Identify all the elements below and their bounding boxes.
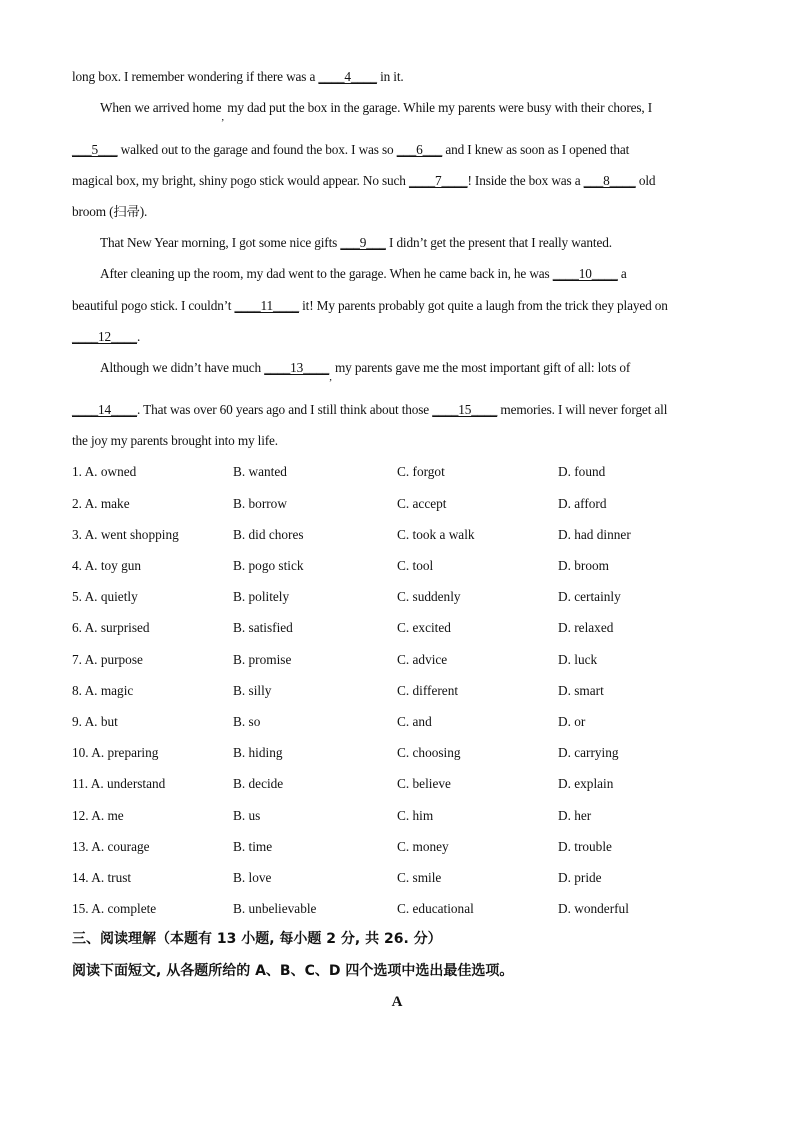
passage-line bbox=[100, 360, 631, 383]
option-a[interactable]: 3. A. went shopping bbox=[72, 527, 179, 542]
text: in it. bbox=[376, 69, 404, 84]
option-a[interactable]: 12. A. me bbox=[72, 808, 124, 823]
option-d[interactable]: D. wonderful bbox=[558, 901, 629, 916]
option-b[interactable]: B. satisfied bbox=[233, 620, 293, 635]
text: old bbox=[635, 173, 656, 188]
passage-line bbox=[100, 235, 612, 251]
option-d[interactable]: D. had dinner bbox=[558, 527, 631, 542]
option-c[interactable]: C. choosing bbox=[397, 745, 461, 760]
option-d[interactable]: D. pride bbox=[558, 870, 602, 885]
text: it! My parents probably got quite a laugh from the trick they played on bbox=[298, 298, 668, 313]
option-c[interactable]: C. suddenly bbox=[397, 589, 461, 604]
option-a[interactable]: 6. A. surprised bbox=[72, 620, 150, 635]
text: . That was over 60 years ago and I still think about those bbox=[137, 402, 433, 417]
option-a[interactable]: 4. A. toy gun bbox=[72, 558, 142, 573]
passage-line bbox=[100, 100, 653, 123]
blank-11: ____11____ bbox=[234, 298, 299, 313]
text: . bbox=[137, 329, 141, 344]
text: When we arrived home bbox=[100, 100, 222, 115]
passage-line bbox=[72, 69, 404, 85]
option-a[interactable]: 5. A. quietly bbox=[72, 589, 138, 604]
option-b[interactable]: B. promise bbox=[233, 652, 292, 667]
option-a[interactable]: 15. A. complete bbox=[72, 901, 157, 916]
option-a[interactable]: 10. A. preparing bbox=[72, 745, 159, 760]
text: a bbox=[617, 266, 627, 281]
text: beautiful pogo stick. I couldn’t bbox=[72, 298, 235, 313]
option-c[interactable]: C. forgot bbox=[397, 464, 445, 479]
option-a[interactable]: 13. A. courage bbox=[72, 839, 150, 854]
option-c[interactable]: C. tool bbox=[397, 558, 434, 573]
passage-line bbox=[100, 266, 627, 282]
option-d[interactable]: D. her bbox=[558, 808, 592, 823]
passage-line bbox=[72, 173, 655, 189]
text: ! Inside the box was a bbox=[467, 173, 584, 188]
option-b[interactable]: B. us bbox=[233, 808, 261, 823]
option-c[interactable]: C. smile bbox=[397, 870, 442, 885]
option-d[interactable]: D. found bbox=[558, 464, 606, 479]
text: long box. I remember wondering if there was a bbox=[72, 69, 319, 84]
section-title: 三、阅读理解（本题有 13 小题, 每小题 2 分, 共 26. 分） bbox=[72, 931, 442, 947]
blank-14: ____14____ bbox=[72, 402, 137, 417]
section-instruction: 阅读下面短文, 从各题所给的 A、B、C、D 四个选项中选出最佳选项。 bbox=[72, 963, 514, 979]
option-c[interactable]: C. excited bbox=[397, 620, 451, 635]
option-a[interactable]: 9. A. but bbox=[72, 714, 118, 729]
passage-line bbox=[72, 204, 147, 220]
option-c[interactable]: C. took a walk bbox=[397, 527, 475, 542]
option-c[interactable]: C. different bbox=[397, 683, 459, 698]
option-b[interactable]: B. politely bbox=[233, 589, 290, 604]
option-d[interactable]: D. broom bbox=[558, 558, 609, 573]
option-c[interactable]: C. money bbox=[397, 839, 449, 854]
option-c[interactable]: C. advice bbox=[397, 652, 448, 667]
option-b[interactable]: B. borrow bbox=[233, 496, 287, 511]
option-b[interactable]: B. hiding bbox=[233, 745, 283, 760]
text: my dad put the box in the garage. While my parents were busy with their chores, I bbox=[224, 100, 653, 115]
option-b[interactable]: B. wanted bbox=[233, 464, 287, 479]
option-d[interactable]: D. certainly bbox=[558, 589, 621, 604]
part-label: A bbox=[391, 994, 403, 1010]
option-b[interactable]: B. love bbox=[233, 870, 272, 885]
text: walked out to the garage and found the box. I was so bbox=[117, 142, 397, 157]
option-a[interactable]: 1. A. owned bbox=[72, 464, 137, 479]
text: magical box, my bright, shiny pogo stick would appear. No such bbox=[72, 173, 409, 188]
blank-5: ___5___ bbox=[72, 142, 118, 157]
blank-7: ____7____ bbox=[408, 173, 468, 188]
option-d[interactable]: D. or bbox=[558, 714, 586, 729]
text: memories. I will never forget all bbox=[497, 402, 668, 417]
option-c[interactable]: C. accept bbox=[397, 496, 447, 511]
option-c[interactable]: C. believe bbox=[397, 776, 451, 791]
passage-line bbox=[72, 402, 667, 418]
option-d[interactable]: D. explain bbox=[558, 776, 614, 791]
blank-6: ___6___ bbox=[396, 142, 443, 157]
blank-15: ____15____ bbox=[432, 402, 498, 417]
passage-line bbox=[72, 142, 629, 158]
option-d[interactable]: D. smart bbox=[558, 683, 604, 698]
option-d[interactable]: D. trouble bbox=[558, 839, 612, 854]
option-b[interactable]: B. pogo stick bbox=[233, 558, 304, 573]
option-b[interactable]: B. so bbox=[233, 714, 261, 729]
text: my parents gave me the most important gift of all: lots of bbox=[331, 360, 631, 375]
blank-8: ___8____ bbox=[583, 173, 636, 188]
option-d[interactable]: D. afford bbox=[558, 496, 607, 511]
option-c[interactable]: C. educational bbox=[397, 901, 474, 916]
option-b[interactable]: B. time bbox=[233, 839, 273, 854]
text: Although we didn’t have much bbox=[100, 360, 265, 375]
text: the joy my parents brought into my life. bbox=[72, 433, 278, 448]
option-c[interactable]: C. him bbox=[397, 808, 434, 823]
option-d[interactable]: D. relaxed bbox=[558, 620, 614, 635]
passage-line bbox=[72, 433, 278, 449]
blank-13: ____13____ bbox=[264, 360, 330, 375]
option-d[interactable]: D. luck bbox=[558, 652, 598, 667]
passage-line bbox=[72, 298, 668, 314]
text: I didn’t get the present that I really wanted. bbox=[385, 235, 612, 250]
comma: , bbox=[221, 111, 225, 123]
blank-9: ___9___ bbox=[340, 235, 386, 250]
blank-12: ____12____ bbox=[72, 329, 137, 344]
option-c[interactable]: C. and bbox=[397, 714, 432, 729]
option-b[interactable]: B. silly bbox=[233, 683, 272, 698]
text: and I knew as soon as I opened that bbox=[442, 142, 630, 157]
text: broom (扫帚). bbox=[72, 204, 148, 219]
passage-line bbox=[72, 329, 140, 345]
comma: , bbox=[329, 371, 332, 383]
option-a[interactable]: 8. A. magic bbox=[72, 683, 134, 698]
option-b[interactable]: B. decide bbox=[233, 776, 284, 791]
text: After cleaning up the room, my dad went to the garage. When he came back in, he was bbox=[100, 266, 553, 281]
blank-10: ____10____ bbox=[552, 266, 618, 281]
option-a[interactable]: 14. A. trust bbox=[72, 870, 132, 885]
option-a[interactable]: 7. A. purpose bbox=[72, 652, 143, 667]
option-d[interactable]: D. carrying bbox=[558, 745, 619, 760]
option-a[interactable]: 11. A. understand bbox=[72, 776, 166, 791]
option-a[interactable]: 2. A. make bbox=[72, 496, 130, 511]
blank-4: ____4____ bbox=[318, 69, 377, 84]
option-b[interactable]: B. did chores bbox=[233, 527, 304, 542]
text: That New Year morning, I got some nice gifts bbox=[100, 235, 341, 250]
option-b[interactable]: B. unbelievable bbox=[233, 901, 317, 916]
